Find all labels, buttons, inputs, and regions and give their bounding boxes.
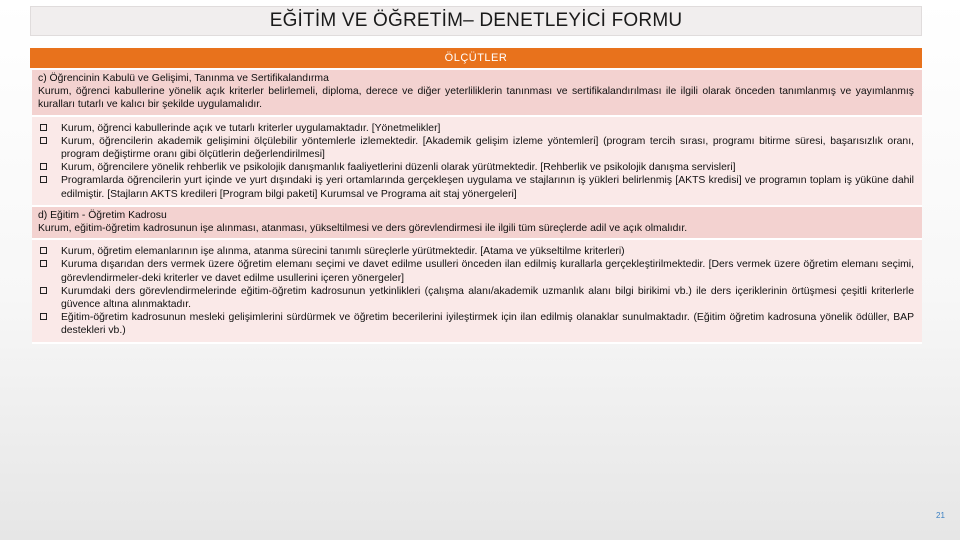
section-c-items: [32, 117, 922, 207]
checkbox-icon: [40, 137, 47, 144]
checkbox-icon: [40, 163, 47, 170]
section-description: Kurum, eğitim-öğretim kadrosunun işe alınması, atanması, yükseltilmesi ve ders görevlendirmesi ile ilgili tüm süreçlerde adil ve açık olmalıdır.: [38, 223, 688, 235]
list-item: Kurumdaki ders görevlendirmelerinde eğitim-öğretim kadrosunun yetkinlikleri (çalışma alanı/akademik uzmanlık alanı bilgi birikimi vb.) ile ders içeriklerinin örtüşmesi çeşitli kriterlerle güvence altına alınmaktadır.: [38, 285, 914, 311]
list-item: Kurum, öğrenci kabullerinde açık ve tutarlı kriterler uygulamaktadır. [Yönetmelikler]: [38, 122, 914, 135]
criteria-header: ÖLÇÜTLER: [30, 48, 922, 68]
checkbox-icon: [40, 313, 47, 320]
list-item: Programlarda öğrencilerin yurt içinde ve yurt dışındaki iş yeri ortamlarında gerçekleşen uygulama ve stajlarının iş yükleri belirlenmiş [AKTS kredisi] ve programın toplam iş yüküne dahil edilmiştir. [Stajların AKTS kredileri [Program bilgi paketi] Kurumsal ve Programa ait staj yönergeleri]: [38, 174, 914, 200]
section-description: Kurum, öğrenci kabullerine yönelik açık kriterler belirlemeli, diploma, derece ve diğer yeterliliklerin tanınması ve sertifikalandırılması ile ilgili olarak önceden tanımlanmış ve yayımlanmış kuralları tutarlı ve kalıcı bir şekilde uygulamalıdır.: [38, 86, 914, 111]
section-d-header: [32, 207, 922, 240]
criteria-table: [32, 70, 922, 344]
section-c-header: [32, 70, 922, 117]
list-item: Kurum, öğretim elemanlarının işe alınma, atanma sürecini tanımlı süreçlerle yürütmektedir. [Atama ve yükseltilme kriterleri): [38, 245, 914, 258]
checkbox-icon: [40, 124, 47, 131]
checkbox-icon: [40, 260, 47, 267]
list-item: Eğitim-öğretim kadrosunun mesleki gelişimlerini sürdürmek ve öğretim becerilerini iyileştirmek için ilan edilmiş olanaklar sunulmaktadır. (Eğitim öğretim kadrosuna yönelik ödüller, BAP destekleri vb.): [38, 311, 914, 337]
checkbox-icon: [40, 176, 47, 183]
page-number: 21: [936, 511, 945, 520]
section-d-items: [32, 240, 922, 343]
checkbox-icon: [40, 247, 47, 254]
list-item: Kurum, öğrencilerin akademik gelişimini ölçülebilir yöntemlerle izlemektedir. [Akademik gelişim izleme yöntemleri] (program tercih sırası, programı bitirme süresi, başarısızlık oranı, program değiştirme oranı gibi ölçütlerin değerlendirilmesi]: [38, 135, 914, 161]
list-item: Kuruma dışarıdan ders vermek üzere öğretim elemanı seçimi ve davet edilme usulleri önceden ilan edilmiş kurallarla gerçekleştirilmektedir. [Ders vermek üzere öğretim elemanı seçimi, görevlendirmeler-deki kriterler ve davet edilme usullerini içeren yönergeler]: [38, 258, 914, 284]
page-title: EĞİTİM VE ÖĞRETİM– DENETLEYİCİ FORMU: [30, 6, 922, 36]
section-title: d) Eğitim - Öğretim Kadrosu: [38, 209, 167, 221]
section-title: c) Öğrencinin Kabulü ve Gelişimi, Tanınma ve Sertifikalandırma: [38, 73, 329, 84]
checkbox-icon: [40, 287, 47, 294]
list-item: Kurum, öğrencilere yönelik rehberlik ve psikolojik danışmanlık faaliyetlerini düzenli olarak yürütmektedir. [Rehberlik ve psikolojik danışma servisleri]: [38, 161, 914, 174]
